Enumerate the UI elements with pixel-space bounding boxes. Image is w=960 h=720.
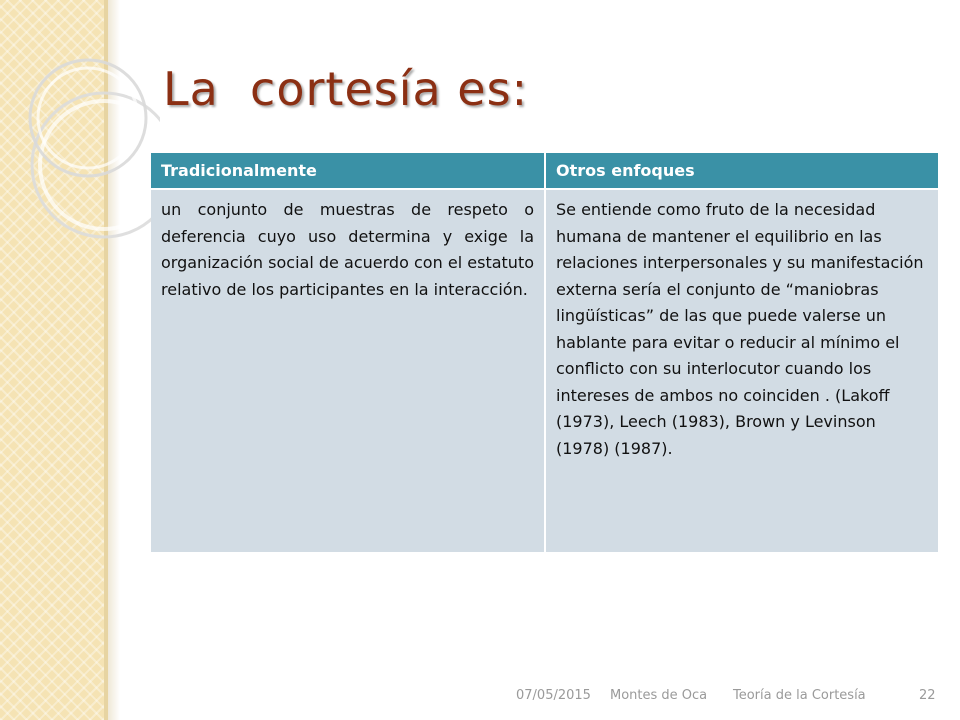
header-tradicionalmente: Tradicionalmente [151,153,545,189]
comparison-table [151,153,938,552]
table-row [151,189,938,552]
header-otros-enfoques: Otros enfoques [545,153,938,189]
cell-tradicional-definition: un conjunto de muestras de respeto o deferencia cuyo uso determina y exige la organización social de acuerdo con el estatuto relativo de los participantes en la interacción. [151,189,545,552]
footer-page-number: 22 [919,688,936,703]
footer-presentation-title: Teoría de la Cortesía [733,688,866,703]
footer-date: 07/05/2015 [516,688,591,703]
decorative-circles [0,0,160,260]
footer-author: Montes de Oca [610,688,708,703]
table-header-row [151,153,938,189]
cell-otros-enfoques-definition: Se entiende como fruto de la necesidad humana de mantener el equilibrio en las relaciones interpersonales y su manifestación externa sería el conjunto de “maniobras lingüísticas” de las que puede valerse un hablante para evitar o reducir al mínimo el conflicto con su interlocutor cuando los intereses de ambos no coinciden . (Lakoff (1973), Leech (1983), Brown y Levinson (1978) (1987). [545,189,938,552]
slide-title: La cortesía es: [163,62,529,116]
